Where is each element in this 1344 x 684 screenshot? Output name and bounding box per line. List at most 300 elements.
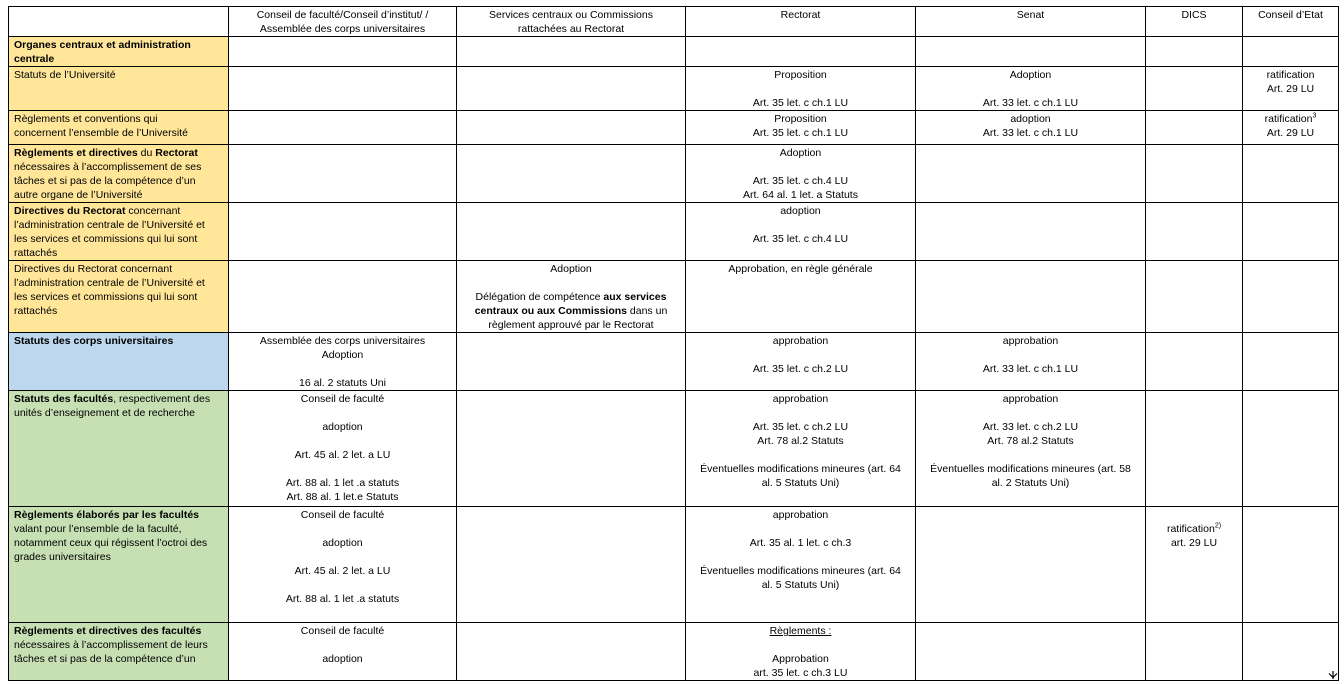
text-line bbox=[689, 232, 912, 246]
text-line bbox=[689, 362, 912, 376]
text-line bbox=[460, 8, 682, 22]
text-line bbox=[919, 362, 1142, 376]
text-line bbox=[1246, 82, 1335, 96]
text-line bbox=[1246, 8, 1335, 22]
cell-text: centraux ou aux Commissions bbox=[474, 305, 627, 317]
cell-services[interactable] bbox=[457, 67, 686, 111]
cell-text: Statuts des facultés bbox=[14, 393, 114, 405]
cell-conseil[interactable] bbox=[229, 67, 457, 111]
text-line bbox=[460, 290, 682, 304]
table-row bbox=[9, 333, 1339, 391]
cell-dics[interactable] bbox=[1146, 261, 1243, 333]
cell-text: concernent l’ensemble de l’Université bbox=[14, 127, 188, 139]
text-line bbox=[232, 420, 453, 434]
text-line bbox=[689, 204, 912, 218]
cell-services[interactable] bbox=[457, 333, 686, 391]
cell-text: Art. 64 al. 1 let. a Statuts bbox=[743, 189, 858, 201]
cell-text: al. 5 Statuts Uni) bbox=[761, 579, 840, 591]
text-line bbox=[1149, 522, 1239, 536]
cell-dics[interactable] bbox=[1146, 391, 1243, 507]
text-line bbox=[689, 82, 912, 96]
cell-text: Art. 35 let. c ch.2 LU bbox=[752, 363, 849, 375]
cell-text: valant pour l’ensemble de la faculté, bbox=[14, 523, 182, 535]
header-label: Services centraux ou Commissions bbox=[489, 9, 653, 21]
cell-text: Assemblée des corps universitaires bbox=[259, 335, 426, 347]
text-line bbox=[919, 476, 1142, 490]
cell-text: approbation bbox=[1002, 393, 1059, 405]
text-line bbox=[1246, 68, 1335, 82]
cell-etat[interactable] bbox=[1243, 507, 1339, 623]
text-line bbox=[232, 624, 453, 638]
cell-etat[interactable] bbox=[1243, 67, 1339, 111]
cell-conseil[interactable] bbox=[229, 507, 457, 623]
text-line bbox=[232, 508, 453, 522]
cell-conseil[interactable] bbox=[229, 623, 457, 681]
cell-dics[interactable] bbox=[1146, 203, 1243, 261]
row-label-cell[interactable] bbox=[9, 261, 229, 333]
cell-senat[interactable] bbox=[916, 333, 1146, 391]
text-line bbox=[14, 638, 224, 652]
cell-text: Adoption bbox=[1009, 69, 1052, 81]
text-line bbox=[232, 564, 453, 578]
cell-etat[interactable] bbox=[1243, 111, 1339, 145]
text-line bbox=[14, 262, 224, 276]
header-label: Conseil d’Etat bbox=[1258, 9, 1323, 21]
cell-text: 16 al. 2 statuts Uni bbox=[299, 377, 386, 389]
cell-text: nécessaires à l’accomplissement de leurs bbox=[14, 639, 208, 651]
text-line bbox=[232, 334, 453, 348]
text-line bbox=[1149, 8, 1239, 22]
cell-text: approbation bbox=[1002, 335, 1059, 347]
cell-text: dans un bbox=[627, 305, 668, 317]
cell-rectorat[interactable] bbox=[686, 507, 916, 623]
cell-services[interactable] bbox=[457, 391, 686, 507]
cell-text: Adoption bbox=[550, 263, 592, 275]
text-line bbox=[919, 8, 1142, 22]
text-line bbox=[14, 126, 224, 140]
cell-etat[interactable] bbox=[1243, 37, 1339, 67]
cell-text: Éventuelles modifications mineures (art. 64 bbox=[700, 463, 901, 475]
text-line bbox=[689, 406, 912, 420]
cell-etat[interactable] bbox=[1243, 391, 1339, 507]
text-line bbox=[1246, 112, 1335, 126]
cell-services[interactable] bbox=[457, 203, 686, 261]
text-line bbox=[689, 578, 912, 592]
cell-etat[interactable] bbox=[1243, 623, 1339, 681]
text-line bbox=[919, 392, 1142, 406]
cell-services[interactable] bbox=[457, 111, 686, 145]
text-line bbox=[14, 232, 224, 246]
header-label: Conseil de faculté/Conseil d’institut/ / bbox=[256, 9, 429, 21]
cell-text: approbation bbox=[772, 393, 829, 405]
cell-senat[interactable] bbox=[916, 111, 1146, 145]
text-line bbox=[232, 522, 453, 536]
cell-text: ratification bbox=[1266, 69, 1315, 81]
cell-text: Art. 29 LU bbox=[1266, 83, 1315, 95]
text-line bbox=[919, 96, 1142, 110]
cell-text: tâches et si pas de la compétence d’un bbox=[14, 175, 196, 187]
table-row bbox=[9, 145, 1339, 203]
cell-text: Règlements : bbox=[769, 625, 832, 637]
text-line bbox=[689, 550, 912, 564]
text-line bbox=[14, 334, 224, 348]
cell-rectorat[interactable] bbox=[686, 623, 916, 681]
cell-text: rattachés bbox=[14, 305, 58, 317]
header-label: Assemblée des corps universitaires bbox=[259, 23, 426, 35]
cell-text: Art. 78 al.2 Statuts bbox=[987, 435, 1074, 447]
column-header-label[interactable] bbox=[9, 7, 229, 37]
text-line bbox=[919, 68, 1142, 82]
cell-etat[interactable] bbox=[1243, 203, 1339, 261]
cell-text: Art. 33 let. c ch.1 LU bbox=[982, 363, 1079, 375]
cell-text: Art. 33 let. c ch.2 LU bbox=[982, 421, 1079, 433]
table-corner-mark-icon bbox=[1328, 670, 1338, 680]
cell-text: Art. 88 al. 1 let.e Statuts bbox=[286, 491, 399, 503]
cell-senat[interactable] bbox=[916, 391, 1146, 507]
text-line bbox=[14, 406, 224, 420]
cell-conseil[interactable] bbox=[229, 333, 457, 391]
cell-text: ratification bbox=[1264, 113, 1313, 125]
cell-text: aux services bbox=[603, 291, 667, 303]
cell-text: du bbox=[137, 147, 156, 159]
cell-text: tâches et si pas de la compétence d’un bbox=[14, 653, 196, 665]
text-line bbox=[14, 550, 224, 564]
row-label-cell[interactable] bbox=[9, 391, 229, 507]
table-row bbox=[9, 623, 1339, 681]
cell-conseil[interactable] bbox=[229, 203, 457, 261]
text-line bbox=[919, 82, 1142, 96]
text-line bbox=[689, 126, 912, 140]
text-line bbox=[689, 448, 912, 462]
cell-services[interactable] bbox=[457, 623, 686, 681]
text-line bbox=[919, 448, 1142, 462]
column-header-dics[interactable] bbox=[1146, 7, 1243, 37]
text-line bbox=[232, 348, 453, 362]
text-line bbox=[14, 536, 224, 550]
cell-text: 2) bbox=[1214, 522, 1222, 530]
cell-dics[interactable] bbox=[1146, 111, 1243, 145]
text-line bbox=[232, 550, 453, 564]
cell-text: les services et commissions qui lui sont bbox=[14, 291, 198, 303]
text-line bbox=[14, 38, 224, 52]
column-header-rectorat[interactable] bbox=[686, 7, 916, 37]
text-line bbox=[1246, 126, 1335, 140]
text-line bbox=[689, 174, 912, 188]
cell-text: l’administration centrale de l’Université et bbox=[14, 277, 205, 289]
cell-text: notamment ceux qui régissent l’octroi des bbox=[14, 537, 208, 549]
text-line bbox=[919, 420, 1142, 434]
cell-text: Art. 35 let. c ch.4 LU bbox=[752, 233, 849, 245]
cell-conseil[interactable] bbox=[229, 111, 457, 145]
cell-rectorat[interactable] bbox=[686, 333, 916, 391]
cell-text: l’administration centrale de l’Université et bbox=[14, 219, 205, 231]
cell-text: Art. 35 let. c ch.1 LU bbox=[752, 97, 849, 109]
table-row bbox=[9, 391, 1339, 507]
cell-dics[interactable] bbox=[1146, 145, 1243, 203]
text-line bbox=[14, 174, 224, 188]
cell-conseil[interactable] bbox=[229, 37, 457, 67]
table-row bbox=[9, 507, 1339, 623]
cell-text: Art. 29 LU bbox=[1266, 127, 1315, 139]
text-line bbox=[14, 522, 224, 536]
cell-text: 3 bbox=[1312, 112, 1317, 120]
text-line bbox=[919, 434, 1142, 448]
cell-rectorat[interactable] bbox=[686, 203, 916, 261]
competences-table bbox=[8, 6, 1339, 681]
table-header-row bbox=[9, 7, 1339, 37]
text-line bbox=[689, 334, 912, 348]
cell-text: Approbation, en règle générale bbox=[728, 263, 873, 275]
header-label: rattachées au Rectorat bbox=[517, 23, 625, 35]
text-line bbox=[232, 490, 453, 504]
table-body bbox=[9, 37, 1339, 681]
text-line bbox=[14, 624, 224, 638]
cell-text: règlement approuvé par le Rectorat bbox=[488, 319, 654, 331]
text-line bbox=[14, 188, 224, 202]
text-line bbox=[919, 334, 1142, 348]
text-line bbox=[919, 112, 1142, 126]
text-line bbox=[14, 508, 224, 522]
text-line bbox=[919, 406, 1142, 420]
text-line bbox=[232, 362, 453, 376]
cell-text: adoption bbox=[322, 421, 363, 433]
cell-text: art. 35 let. c ch.3 LU bbox=[753, 667, 848, 679]
cell-text: adoption bbox=[780, 205, 821, 217]
text-line bbox=[689, 8, 912, 22]
cell-senat[interactable] bbox=[916, 67, 1146, 111]
cell-text: Directives du Rectorat bbox=[14, 205, 126, 217]
cell-text: al. 2 Statuts Uni) bbox=[991, 477, 1070, 489]
text-line bbox=[14, 112, 224, 126]
text-line bbox=[1149, 508, 1239, 522]
cell-services[interactable] bbox=[457, 261, 686, 333]
text-line bbox=[14, 290, 224, 304]
column-header-etat[interactable] bbox=[1243, 7, 1339, 37]
cell-text: autre organe de l’Université bbox=[14, 189, 143, 201]
cell-text: concernant bbox=[125, 205, 181, 217]
text-line bbox=[689, 392, 912, 406]
cell-etat[interactable] bbox=[1243, 145, 1339, 203]
text-line bbox=[232, 8, 453, 22]
text-line bbox=[689, 666, 912, 680]
column-header-conseil[interactable] bbox=[229, 7, 457, 37]
table-row bbox=[9, 261, 1339, 333]
cell-text: grades universitaires bbox=[14, 551, 111, 563]
text-line bbox=[232, 376, 453, 390]
row-label-cell[interactable] bbox=[9, 145, 229, 203]
text-line bbox=[689, 652, 912, 666]
cell-etat[interactable] bbox=[1243, 261, 1339, 333]
text-line bbox=[460, 304, 682, 318]
cell-text: approbation bbox=[772, 335, 829, 347]
cell-text: Art. 33 let. c ch.1 LU bbox=[982, 127, 1079, 139]
cell-rectorat[interactable] bbox=[686, 261, 916, 333]
text-line bbox=[689, 476, 912, 490]
text-line bbox=[14, 52, 224, 66]
cell-dics[interactable] bbox=[1146, 333, 1243, 391]
row-label-cell[interactable] bbox=[9, 333, 229, 391]
cell-rectorat[interactable] bbox=[686, 37, 916, 67]
text-line bbox=[232, 592, 453, 606]
text-line bbox=[460, 276, 682, 290]
text-line bbox=[14, 160, 224, 174]
text-line bbox=[14, 392, 224, 406]
cell-text: adoption bbox=[322, 653, 363, 665]
text-line bbox=[689, 348, 912, 362]
header-label: Senat bbox=[1016, 9, 1045, 21]
text-line bbox=[232, 638, 453, 652]
table-row bbox=[9, 203, 1339, 261]
text-line bbox=[460, 22, 682, 36]
column-header-services[interactable] bbox=[457, 7, 686, 37]
text-line bbox=[14, 204, 224, 218]
cell-text: Statuts de l’Université bbox=[14, 69, 116, 81]
cell-text: Conseil de faculté bbox=[300, 393, 385, 405]
text-line bbox=[689, 564, 912, 578]
text-line bbox=[689, 68, 912, 82]
cell-text: Art. 45 al. 2 let. a LU bbox=[294, 449, 391, 461]
cell-text: Art. 35 al. 1 let. c ch.3 bbox=[749, 537, 852, 549]
cell-text: Art. 35 let. c ch.2 LU bbox=[752, 421, 849, 433]
cell-text: Art. 33 let. c ch.1 LU bbox=[982, 97, 1079, 109]
cell-text: Éventuelles modifications mineures (art. 58 bbox=[930, 463, 1131, 475]
text-line bbox=[460, 318, 682, 332]
text-line bbox=[14, 246, 224, 260]
cell-text: Art. 88 al. 1 let .a statuts bbox=[285, 477, 400, 489]
text-line bbox=[689, 462, 912, 476]
cell-etat[interactable] bbox=[1243, 333, 1339, 391]
text-line bbox=[689, 160, 912, 174]
text-line bbox=[14, 276, 224, 290]
cell-senat[interactable] bbox=[916, 623, 1146, 681]
cell-rectorat[interactable] bbox=[686, 111, 916, 145]
cell-text: Rectorat bbox=[155, 147, 198, 159]
text-line bbox=[689, 96, 912, 110]
cell-text: Statuts des corps universitaires bbox=[14, 335, 174, 347]
cell-text: art. 29 LU bbox=[1170, 537, 1218, 549]
row-label-cell[interactable] bbox=[9, 507, 229, 623]
cell-conseil[interactable] bbox=[229, 261, 457, 333]
table-row bbox=[9, 111, 1339, 145]
cell-text: Éventuelles modifications mineures (art. 64 bbox=[700, 565, 901, 577]
text-line bbox=[689, 146, 912, 160]
text-line bbox=[232, 652, 453, 666]
cell-text: , respectivement des bbox=[113, 393, 211, 405]
text-line bbox=[689, 638, 912, 652]
cell-text: Proposition bbox=[774, 113, 827, 125]
row-label-cell[interactable] bbox=[9, 111, 229, 145]
text-line bbox=[919, 462, 1142, 476]
cell-senat[interactable] bbox=[916, 261, 1146, 333]
cell-text: Conseil de faculté bbox=[300, 625, 385, 637]
text-line bbox=[14, 218, 224, 232]
cell-text: unités d’enseignement et de recherche bbox=[14, 407, 195, 419]
cell-dics[interactable] bbox=[1146, 623, 1243, 681]
text-line bbox=[232, 536, 453, 550]
cell-text: Conseil de faculté bbox=[300, 509, 385, 521]
cell-text: Art. 78 al.2 Statuts bbox=[757, 435, 844, 447]
text-line bbox=[460, 262, 682, 276]
text-line bbox=[14, 146, 224, 160]
cell-dics[interactable] bbox=[1146, 507, 1243, 623]
cell-text: Règlements et directives des facultés bbox=[14, 625, 202, 637]
text-line bbox=[919, 348, 1142, 362]
cell-senat[interactable] bbox=[916, 507, 1146, 623]
cell-text: Organes centraux et administration bbox=[14, 39, 191, 51]
cell-senat[interactable] bbox=[916, 203, 1146, 261]
text-line bbox=[689, 508, 912, 522]
cell-services[interactable] bbox=[457, 507, 686, 623]
text-line bbox=[232, 406, 453, 420]
cell-text: adoption bbox=[322, 537, 363, 549]
cell-text: Directives du Rectorat concernant bbox=[14, 263, 173, 275]
text-line bbox=[232, 476, 453, 490]
text-line bbox=[689, 420, 912, 434]
cell-dics[interactable] bbox=[1146, 37, 1243, 67]
text-line bbox=[689, 218, 912, 232]
text-line bbox=[14, 652, 224, 666]
text-line bbox=[919, 126, 1142, 140]
text-line bbox=[232, 578, 453, 592]
table-row bbox=[9, 37, 1339, 67]
text-line bbox=[689, 434, 912, 448]
cell-conseil[interactable] bbox=[229, 145, 457, 203]
cell-text: approbation bbox=[772, 509, 829, 521]
column-header-senat[interactable] bbox=[916, 7, 1146, 37]
cell-text: nécessaires à l’accomplissement de ses bbox=[14, 161, 202, 173]
cell-rectorat[interactable] bbox=[686, 145, 916, 203]
cell-conseil[interactable] bbox=[229, 391, 457, 507]
cell-text: Art. 35 let. c ch.1 LU bbox=[752, 127, 849, 139]
cell-senat[interactable] bbox=[916, 37, 1146, 67]
cell-dics[interactable] bbox=[1146, 67, 1243, 111]
cell-text: Art. 45 al. 2 let. a LU bbox=[294, 565, 391, 577]
row-label-cell[interactable] bbox=[9, 37, 229, 67]
cell-text: Adoption bbox=[779, 147, 822, 159]
cell-rectorat[interactable] bbox=[686, 391, 916, 507]
text-line bbox=[689, 188, 912, 202]
text-line bbox=[14, 68, 224, 82]
cell-text: Adoption bbox=[321, 349, 364, 361]
text-line bbox=[689, 112, 912, 126]
header-label: DICS bbox=[1181, 9, 1207, 21]
cell-senat[interactable] bbox=[916, 145, 1146, 203]
text-line bbox=[689, 262, 912, 276]
text-line bbox=[232, 22, 453, 36]
cell-text: rattachés bbox=[14, 247, 58, 259]
cell-text: Règlements et conventions qui bbox=[14, 113, 158, 125]
cell-text: Règlements élaborés par les facultés bbox=[14, 509, 199, 521]
text-line bbox=[689, 624, 912, 638]
text-line bbox=[232, 434, 453, 448]
text-line bbox=[689, 522, 912, 536]
cell-text: centrale bbox=[14, 53, 55, 65]
cell-services[interactable] bbox=[457, 37, 686, 67]
cell-rectorat[interactable] bbox=[686, 67, 916, 111]
row-label-cell[interactable] bbox=[9, 623, 229, 681]
cell-text: Proposition bbox=[774, 69, 827, 81]
text-line bbox=[232, 392, 453, 406]
header-label: Rectorat bbox=[780, 9, 821, 21]
row-label-cell[interactable] bbox=[9, 203, 229, 261]
cell-text: ratification bbox=[1166, 523, 1215, 535]
text-line bbox=[1149, 536, 1239, 550]
text-line bbox=[232, 448, 453, 462]
cell-text: les services et commissions qui lui sont bbox=[14, 233, 198, 245]
cell-text: Art. 35 let. c ch.4 LU bbox=[752, 175, 849, 187]
row-label-cell[interactable] bbox=[9, 67, 229, 111]
cell-services[interactable] bbox=[457, 145, 686, 203]
